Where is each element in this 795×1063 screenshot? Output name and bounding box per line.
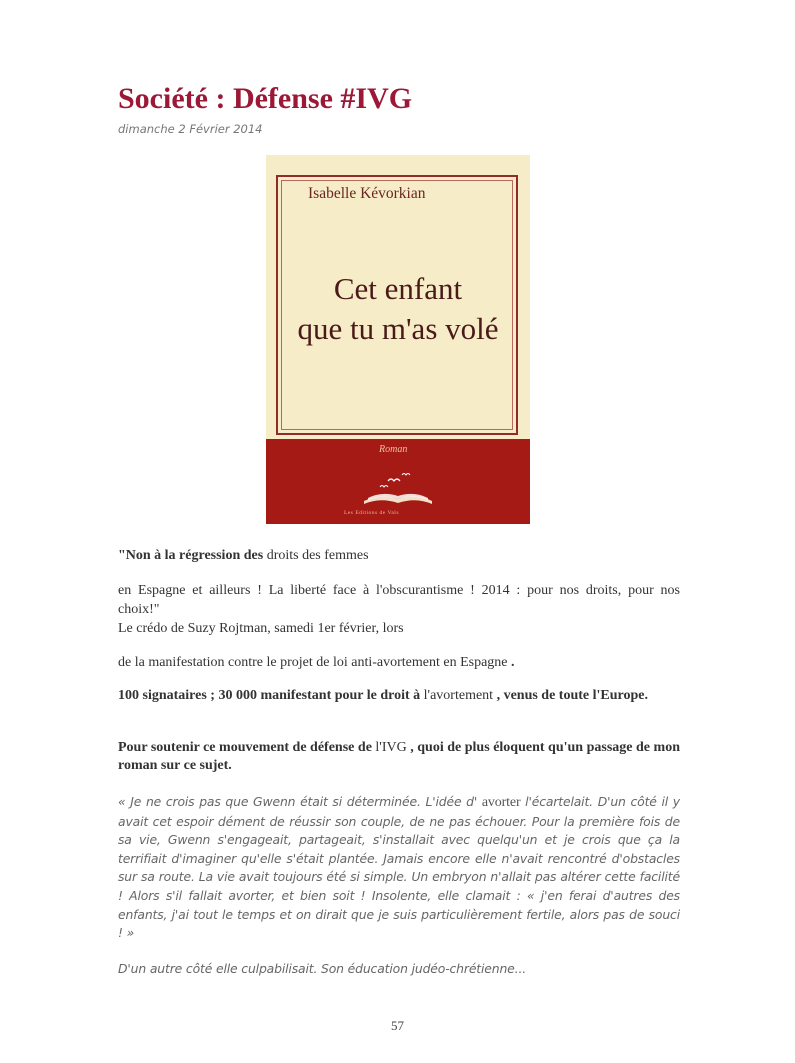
quote-part-2: avorter — [481, 795, 521, 810]
paragraph-6 — [118, 739, 680, 775]
paragraph-1 — [118, 547, 680, 565]
quote-last-line: D'un autre côté elle culpabilisait. Son éducation judéo-chrétienne... — [118, 961, 527, 976]
cover-title-line-2: que tu m'as volé — [297, 311, 499, 346]
paragraph-6-bold-a: Pour soutenir ce mouvement de défense de — [118, 740, 376, 755]
article-date: dimanche 2 Février 2014 — [118, 122, 263, 136]
paragraph-6-ivg: l'IVG — [375, 740, 407, 755]
paragraph-2-line-1: en Espagne et ailleurs ! La liberté face à l'obscurantisme ! 2014 : pour nos droits, pour nos — [118, 583, 680, 598]
paragraph-1-text: droits des femmes — [263, 548, 369, 563]
article-title: Société : Défense #IVG — [118, 82, 413, 115]
book-cover-image — [266, 155, 530, 524]
cover-genre: Roman — [379, 444, 408, 455]
paragraph-4-dot: . — [511, 655, 515, 670]
paragraph-5-bold-a: 100 signataires ; 30 000 manifestant pour le droit à — [118, 688, 424, 703]
quote-part-3: l'écartelait. D'un côté il y avait cet espoir dément de réussir son couple, de ne pas échouer. Pour la première fois de sa vie, Gwenn s'engageait, partageait, s'installait avec quelqu'un et je crois que ça la terrifiait d'imaginer qu'elle s'était plantée. Jamais encore elle n'avait rencontré d'obstacles sur sa route. La vie avait toujours été si simple. Un embryon n'allait pas altérer cette facilité ! Alors s'il fallait avorter, et bien soit ! Insolente, elle clamait : « j'en ferai d'autres des enfants, j'ai tout le temps et on dirait que je suis particulièrement fertile, alors pas de souci ! » — [118, 794, 680, 941]
cover-publisher: Les Editions de Vals — [344, 510, 399, 516]
open-book-logo-icon — [358, 471, 438, 507]
paragraph-5 — [118, 687, 680, 705]
paragraph-1-bold: "Non à la régression des — [118, 548, 264, 563]
paragraph-2-line-2: choix!" — [118, 602, 160, 617]
quote-part-1: « Je ne crois pas que Gwenn était si déterminée. L'idée d' — [118, 794, 482, 809]
paragraph-4-text: de la manifestation contre le projet de loi anti-avortement en Espagne — [118, 655, 512, 670]
paragraph-5-link-text: l'avortement — [423, 688, 494, 703]
paragraph-6-bold-b: , quoi de plus éloquent qu'un passage de mon roman sur ce sujet. — [118, 740, 680, 773]
cover-author: Isabelle Kévorkian — [308, 185, 426, 202]
paragraph-4 — [118, 654, 680, 672]
page-number: 57 — [391, 1018, 404, 1033]
paragraph-5-bold-b: , venus de toute l'Europe. — [493, 688, 648, 703]
paragraph-3: Le crédo de Suzy Rojtman, samedi 1er février, lors — [118, 621, 404, 636]
book-excerpt-quote — [118, 793, 680, 943]
cover-title-line-1: Cet enfant — [333, 271, 463, 306]
